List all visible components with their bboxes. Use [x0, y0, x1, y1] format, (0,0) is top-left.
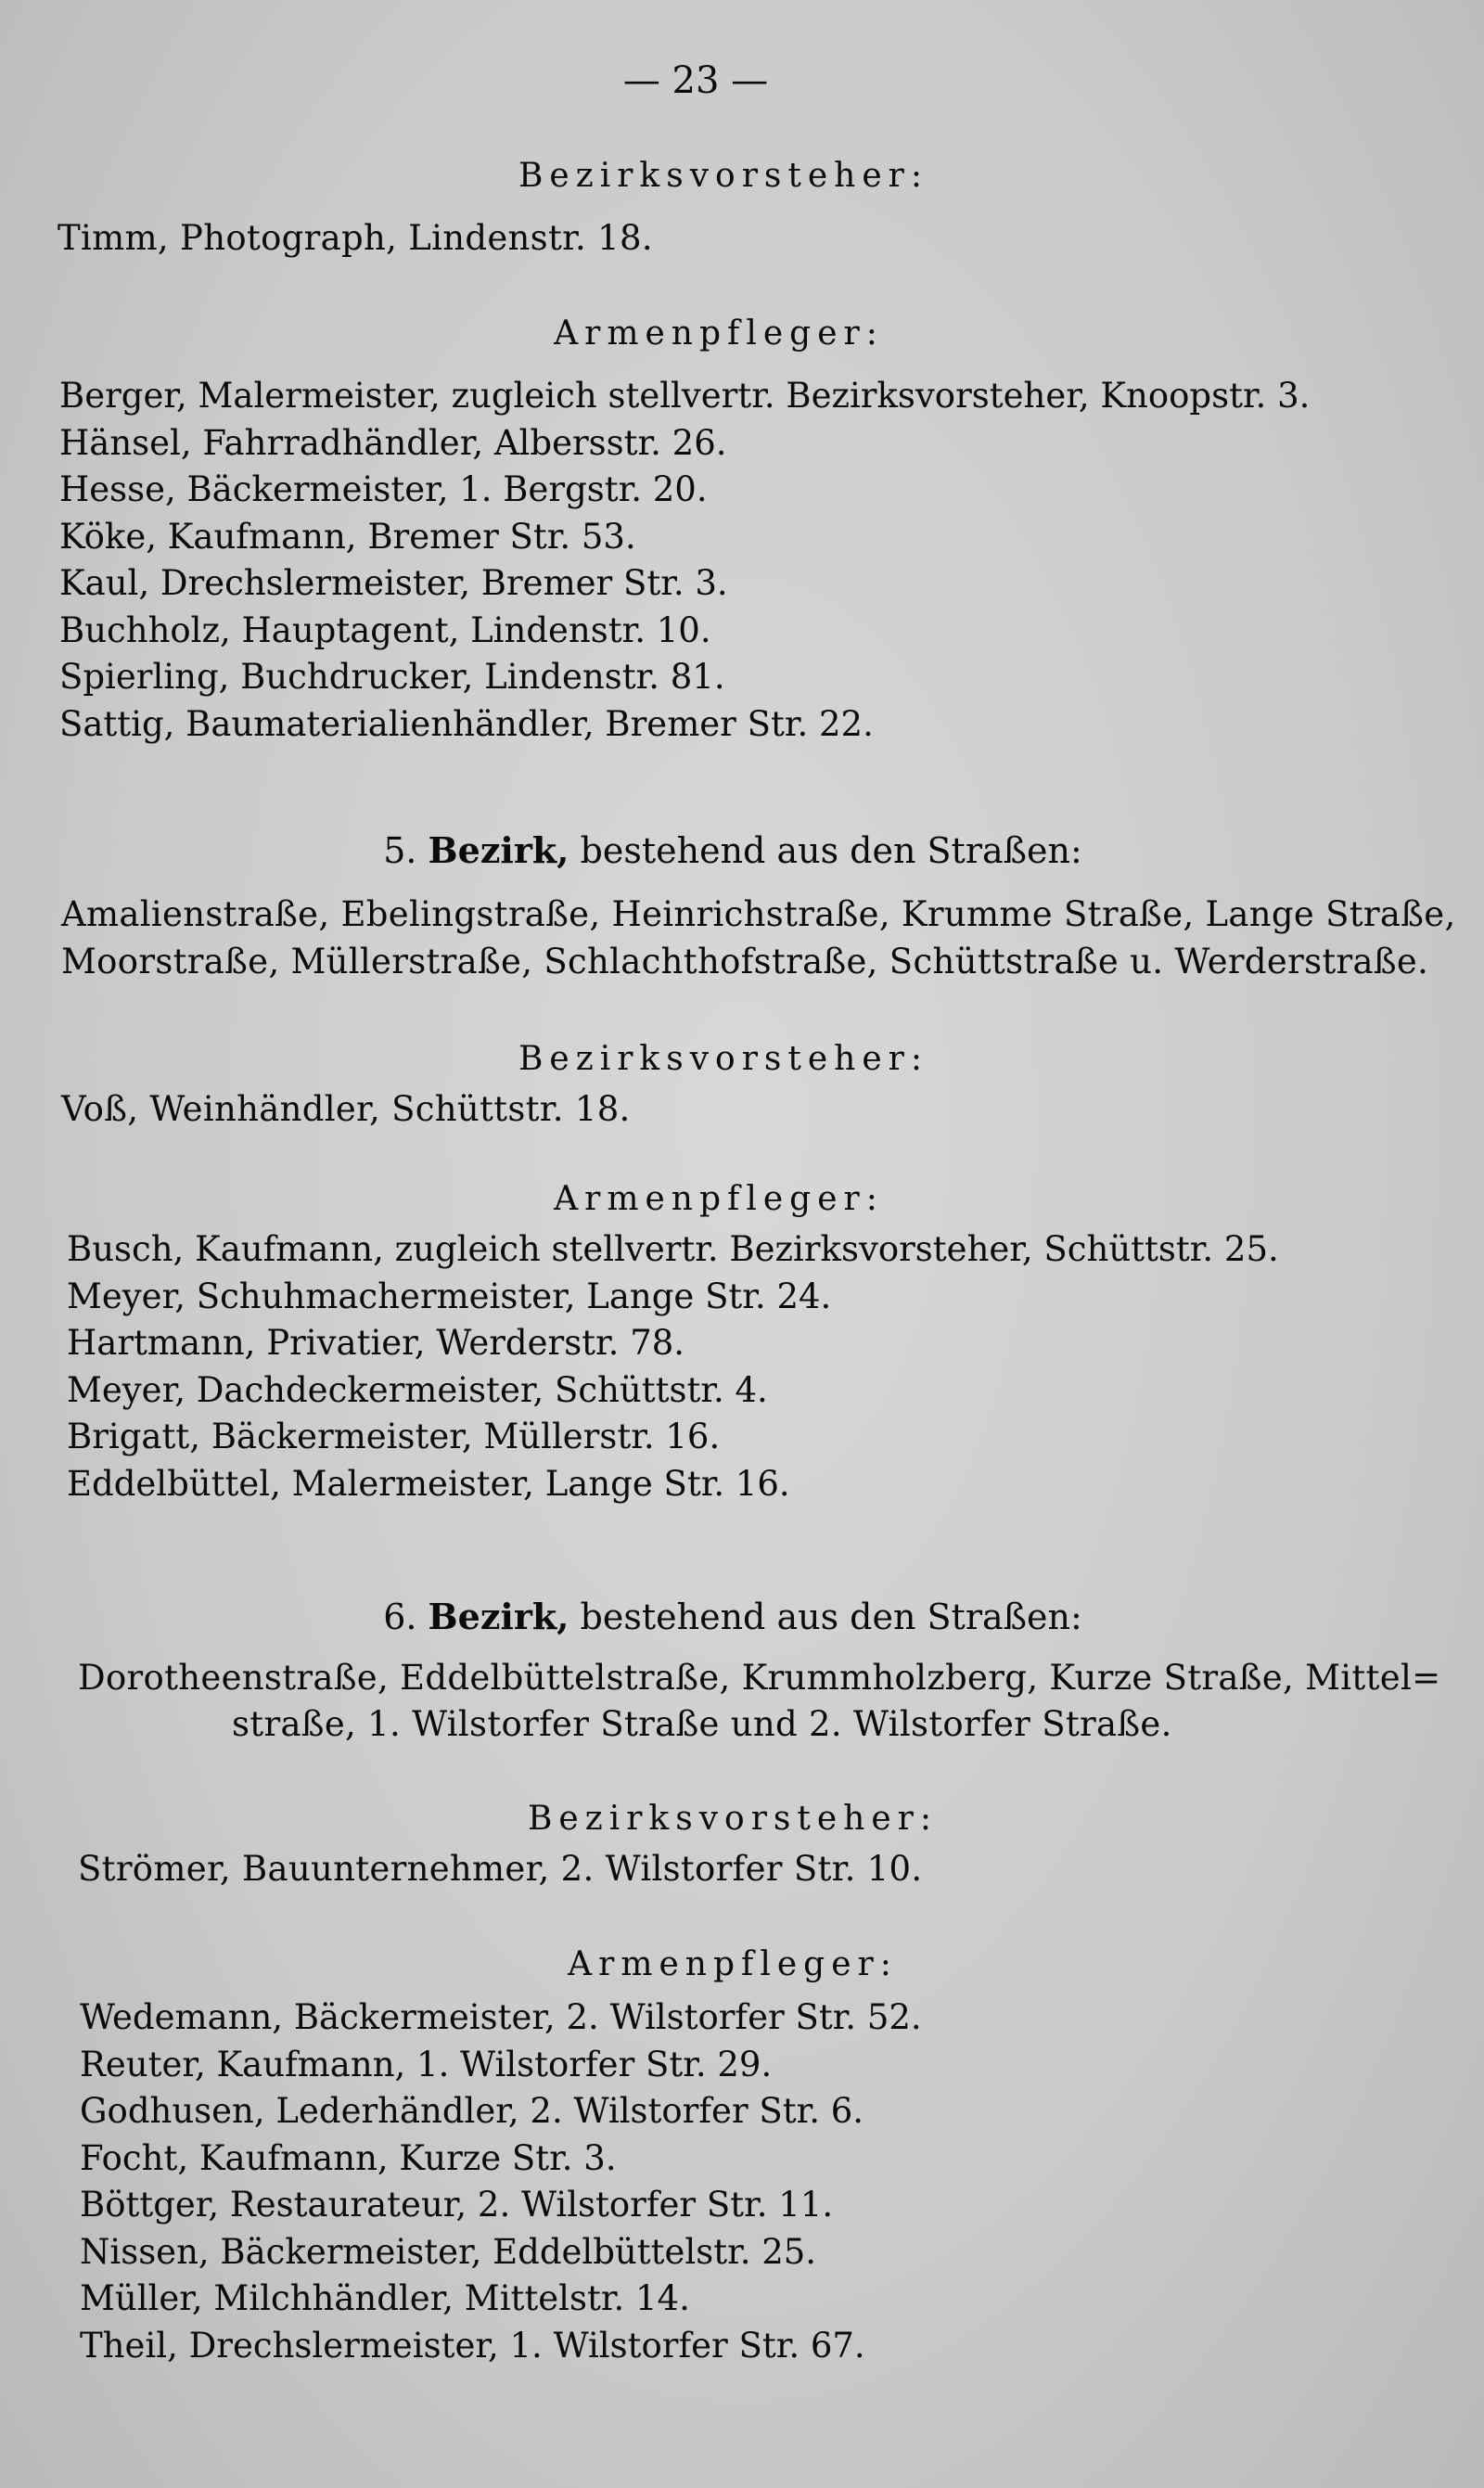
- list-item: Godhusen, Lederhändler, 2. Wilstorfer Str. 6.: [80, 2091, 864, 2131]
- armenpfleger-heading-5: Armenpfleger:: [554, 1180, 884, 1218]
- list-item: Meyer, Dachdeckermeister, Schüttstr. 4.: [67, 1369, 768, 1410]
- list-item: Sattig, Baumaterialienhändler, Bremer Str. 22.: [59, 703, 874, 744]
- streets-line1-6: Dorotheenstraße, Eddelbüttelstraße, Krummholzberg, Kurze Straße, Mittel=: [78, 1658, 1441, 1698]
- list-item: Böttger, Restaurateur, 2. Wilstorfer Str. 11.: [80, 2185, 834, 2225]
- streets-line2-5: Moorstraße, Müllerstraße, Schlachthofstraße, Schüttstraße u. Werderstraße.: [61, 942, 1429, 981]
- bezirksvorsteher-heading-5: Bezirksvorsteher:: [518, 1040, 929, 1078]
- list-item: Eddelbüttel, Malermeister, Lange Str. 16.: [67, 1463, 790, 1504]
- bezirksvorsteher-entry-5: Voß, Weinhändler, Schüttstr. 18.: [61, 1089, 631, 1129]
- list-item: Nissen, Bäckermeister, Eddelbüttelstr. 25.: [80, 2231, 817, 2272]
- section-number-5: 5.: [383, 830, 417, 871]
- list-item: Focht, Kaufmann, Kurze Str. 3.: [80, 2137, 617, 2178]
- list-item: Hänsel, Fahrradhändler, Albersstr. 26.: [59, 422, 727, 463]
- list-item: Müller, Milchhändler, Mittelstr. 14.: [80, 2278, 690, 2318]
- section-rest-6: bestehend aus den Straßen:: [580, 1597, 1082, 1637]
- list-item: Theil, Drechslermeister, 1. Wilstorfer Str. 67.: [80, 2325, 865, 2366]
- list-item: Köke, Kaufmann, Bremer Str. 53.: [59, 516, 636, 557]
- list-item: Kaul, Drechslermeister, Bremer Str. 3.: [59, 563, 728, 603]
- page-number: — 23 —: [622, 59, 769, 102]
- section-title-5: [0, 827, 1465, 874]
- list-item: Meyer, Schuhmachermeister, Lange Str. 24.: [67, 1276, 832, 1316]
- section-title-6: [0, 1594, 1465, 1640]
- list-item: Spierling, Buchdrucker, Lindenstr. 81.: [59, 657, 725, 697]
- bezirksvorsteher-entry-4: Timm, Photograph, Lindenstr. 18.: [58, 218, 653, 258]
- section-bezirk-6: Bezirk,: [428, 1596, 569, 1637]
- bezirksvorsteher-heading-6: Bezirksvorsteher:: [527, 1800, 939, 1838]
- armenpfleger-list-5: [67, 1226, 1279, 1507]
- list-item: Hesse, Bäckermeister, 1. Bergstr. 20.: [59, 469, 708, 509]
- armenpfleger-list-6: [80, 1994, 922, 2369]
- list-item: Berger, Malermeister, zugleich stellvertr. Bezirksvorsteher, Knoopstr. 3.: [59, 376, 1311, 416]
- armenpfleger-heading-4: Armenpfleger:: [554, 314, 884, 353]
- streets-line1-5: Amalienstraße, Ebelingstraße, Heinrichstraße, Krumme Straße, Lange Straße,: [61, 894, 1456, 934]
- list-item: Wedemann, Bäckermeister, 2. Wilstorfer Str. 52.: [80, 1997, 922, 2037]
- list-item: Busch, Kaufmann, zugleich stellvertr. Bezirksvorsteher, Schüttstr. 25.: [67, 1229, 1279, 1269]
- list-item: Hartmann, Privatier, Werderstr. 78.: [67, 1323, 685, 1363]
- armenpfleger-heading-6: Armenpfleger:: [568, 1945, 898, 1983]
- list-item: Brigatt, Bäckermeister, Müllerstr. 16.: [67, 1417, 721, 1456]
- section-rest-5: bestehend aus den Straßen:: [580, 830, 1082, 871]
- streets-line2-6: straße, 1. Wilstorfer Straße und 2. Wilstorfer Straße.: [232, 1704, 1172, 1744]
- bezirksvorsteher-heading-4: Bezirksvorsteher:: [518, 157, 929, 195]
- section-bezirk-5: Bezirk,: [428, 829, 569, 871]
- section-number-6: 6.: [383, 1597, 417, 1637]
- list-item: Reuter, Kaufmann, 1. Wilstorfer Str. 29.: [80, 2044, 773, 2084]
- list-item: Buchholz, Hauptagent, Lindenstr. 10.: [59, 609, 711, 650]
- bezirksvorsteher-entry-6: Strömer, Bauunternehmer, 2. Wilstorfer Str. 10.: [78, 1849, 923, 1889]
- armenpfleger-list-4: [59, 373, 1310, 748]
